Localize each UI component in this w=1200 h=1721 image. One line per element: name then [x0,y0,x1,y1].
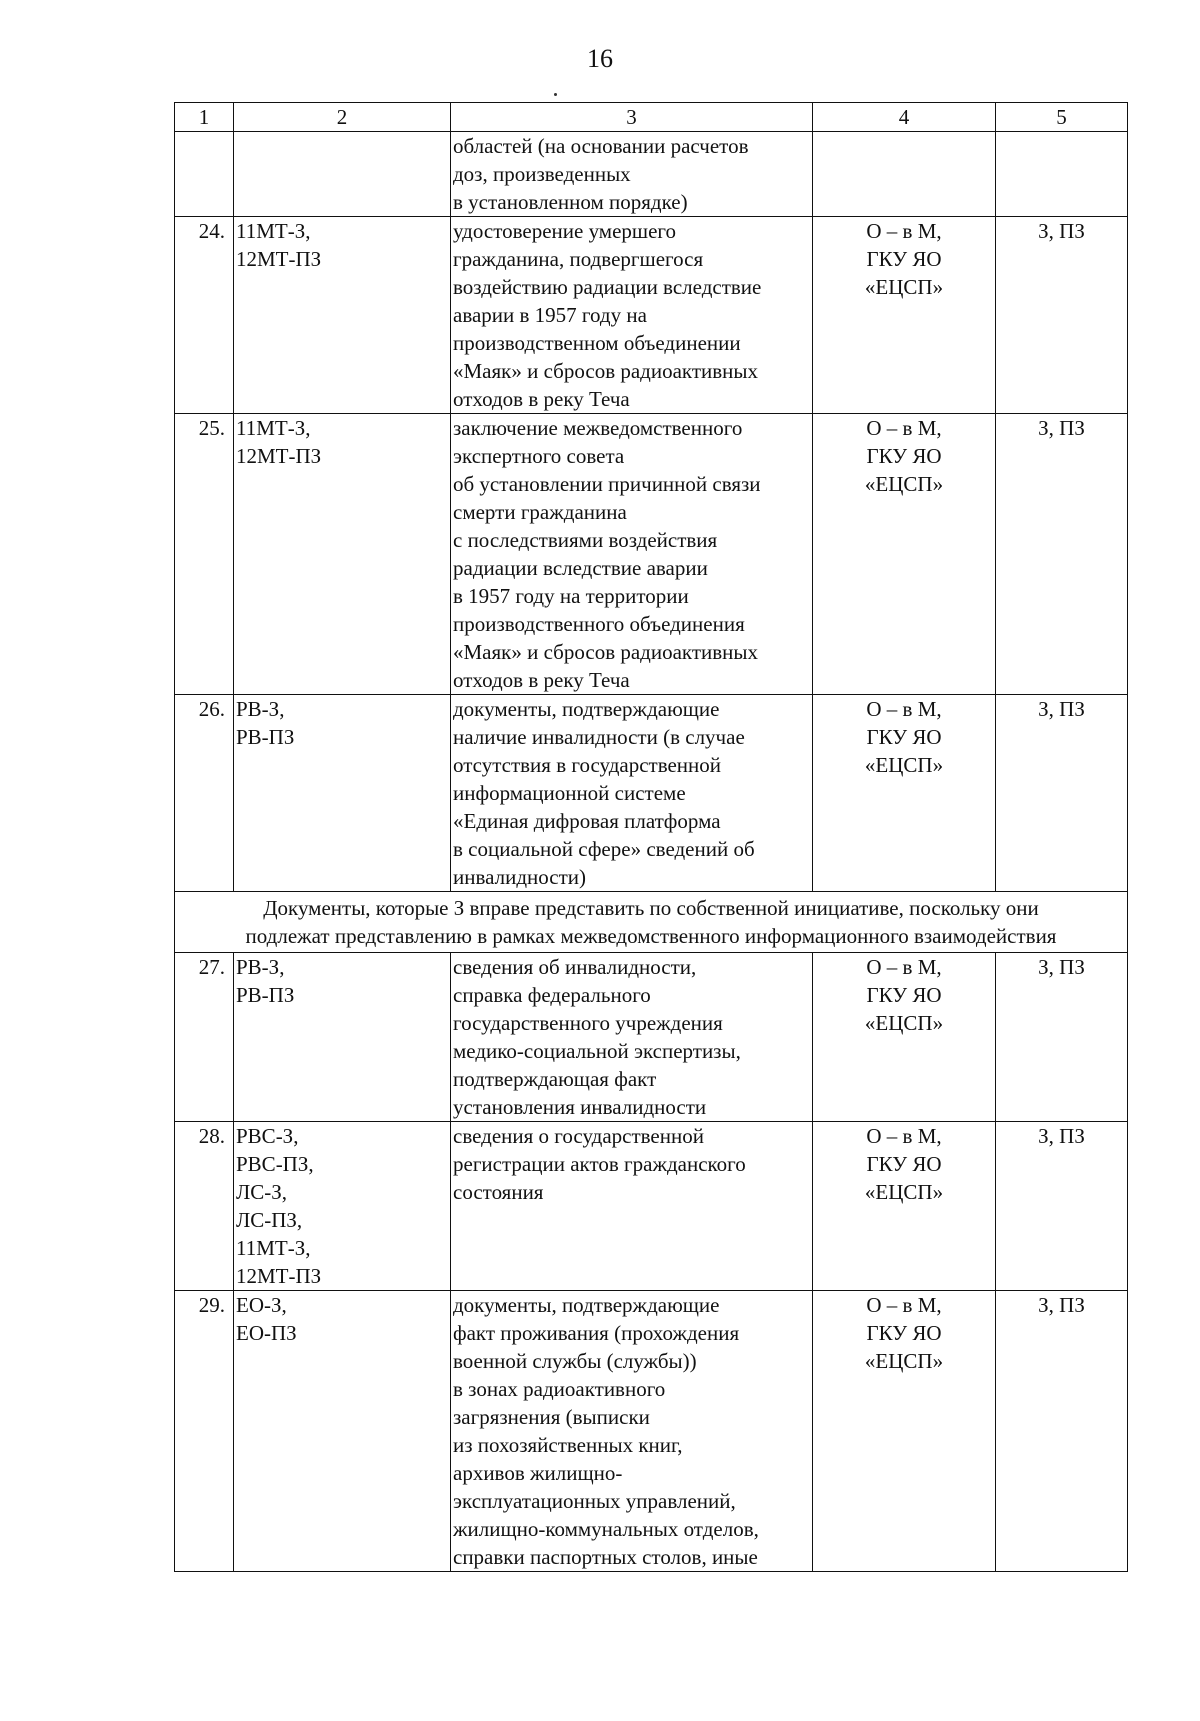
row-submitter: З, ПЗ [996,695,1128,892]
source-line: О – в М, [866,219,942,243]
document-line: наличие инвалидности (в случае [453,725,745,749]
code-line: 12МТ-ПЗ [236,444,322,468]
document-line: медико-социальной экспертизы, [453,1039,741,1063]
code-line: 12МТ-ПЗ [236,1264,322,1288]
row-codes [234,132,451,217]
document-line: государственного учреждения [453,1011,723,1035]
row-source [813,217,996,414]
row-submitter: З, ПЗ [996,1291,1128,1572]
section-heading-line: подлежат представлению в рамках межведомственного информационного взаимодействия [245,924,1057,948]
document-line: отходов в реку Теча [453,668,630,692]
document-line: в 1957 году на территории [453,584,689,608]
document-line: жилищно-коммунальных отделов, [453,1517,759,1541]
document-line: радиации вследствие аварии [453,556,708,580]
code-line: ЛС-ПЗ, [236,1208,303,1232]
source-line: «ЕЦСП» [864,1349,944,1373]
source-line: «ЕЦСП» [864,472,944,496]
row-document [451,414,813,695]
document-line: эксплуатационных управлений, [453,1489,736,1513]
row-codes [234,414,451,695]
page-number: 16 [587,44,613,73]
row-codes [234,1122,451,1291]
row-document [451,132,813,217]
source-line: «ЕЦСП» [864,275,944,299]
document-line: «Маяк» и сбросов радиоактивных [453,640,759,664]
table-row [175,695,1128,892]
document-line: «Единая дифровая платформа [453,809,721,833]
code-line: РВ-ПЗ [236,725,295,749]
row-codes [234,217,451,414]
header-cell-5: 5 [996,103,1128,132]
code-line: ЛС-З, [236,1180,288,1204]
document-line: доз, произведенных [453,162,631,186]
table-row [175,217,1128,414]
document-line: подтверждающая факт [453,1067,657,1091]
table-row [175,414,1128,695]
source-line: «ЕЦСП» [864,1180,944,1204]
document-line: экспертного совета [453,444,625,468]
section-heading-row [175,892,1128,953]
scan-speck [554,93,557,96]
header-cell-4: 4 [813,103,996,132]
document-line: об установлении причинной связи [453,472,761,496]
code-line: РВ-ПЗ [236,983,295,1007]
source-line: О – в М, [866,1293,942,1317]
document-line: военной службы (службы)) [453,1349,697,1373]
source-line: ГКУ ЯО [866,1321,942,1345]
table-row [175,953,1128,1122]
row-codes [234,695,451,892]
code-line: 11МТ-З, [236,1236,311,1260]
row-number: 28. [175,1122,234,1291]
document-line: документы, подтверждающие [453,1293,720,1317]
table-row [175,1291,1128,1572]
row-source [813,695,996,892]
source-line: ГКУ ЯО [866,247,942,271]
row-document [451,953,813,1122]
code-line: 11МТ-З, [236,416,311,440]
row-number: 24. [175,217,234,414]
document-line: в зонах радиоактивного [453,1377,666,1401]
code-line: ЕО-ПЗ [236,1321,297,1345]
row-submitter: З, ПЗ [996,1122,1128,1291]
section-heading-line: Документы, которые З вправе представить по собственной инициативе, поскольку они [263,896,1039,920]
document-line: заключение межведомственного [453,416,743,440]
document-line: воздействию радиации вследствие [453,275,762,299]
document-line: производственном объединении [453,331,741,355]
row-document [451,1122,813,1291]
document-line: гражданина, подвергшегося [453,247,704,271]
code-line: 12МТ-ПЗ [236,247,322,271]
document-line: областей (на основании расчетов [453,134,749,158]
code-line: 11МТ-З, [236,219,311,243]
source-line: «ЕЦСП» [864,753,944,777]
source-line: О – в М, [866,416,942,440]
document-line: в социальной сфере» сведений об [453,837,755,861]
document-line: отходов в реку Теча [453,387,630,411]
row-source [813,1122,996,1291]
row-source [813,953,996,1122]
row-document [451,1291,813,1572]
row-number [175,132,234,217]
row-source [813,1291,996,1572]
document-line: факт проживания (прохождения [453,1321,740,1345]
source-line: О – в М, [866,697,942,721]
header-row [175,103,1128,132]
source-line: О – в М, [866,955,942,979]
header-cell-2: 2 [234,103,451,132]
document-line: с последствиями воздействия [453,528,718,552]
row-number: 27. [175,953,234,1122]
document-line: сведения об инвалидности, [453,955,697,979]
header-cell-3: 3 [451,103,813,132]
document-line: производственного объединения [453,612,745,636]
code-line: РВС-ПЗ, [236,1152,314,1176]
document-line: из похозяйственных книг, [453,1433,683,1457]
document-line: документы, подтверждающие [453,697,720,721]
source-line: ГКУ ЯО [866,725,942,749]
row-document [451,217,813,414]
document-line: загрязнения (выписки [453,1405,650,1429]
source-line: О – в М, [866,1124,942,1148]
table-row [175,1122,1128,1291]
document-line: состояния [453,1180,544,1204]
row-submitter [996,132,1128,217]
document-line: смерти гражданина [453,500,627,524]
row-codes [234,953,451,1122]
row-source [813,414,996,695]
table-row [175,132,1128,217]
row-submitter: З, ПЗ [996,953,1128,1122]
document-line: инвалидности) [453,865,587,889]
code-line: РВ-З, [236,955,285,979]
document-line: справки паспортных столов, иные [453,1545,758,1569]
document-line: справка федерального [453,983,651,1007]
row-codes [234,1291,451,1572]
source-line: ГКУ ЯО [866,1152,942,1176]
document-line: «Маяк» и сбросов радиоактивных [453,359,759,383]
table-body [175,103,1128,1572]
document-line: сведения о государственной [453,1124,704,1148]
row-number: 29. [175,1291,234,1572]
source-line: «ЕЦСП» [864,1011,944,1035]
source-line: ГКУ ЯО [866,444,942,468]
document-line: установления инвалидности [453,1095,707,1119]
document-line: удостоверение умершего [453,219,677,243]
document-line: регистрации актов гражданского [453,1152,746,1176]
section-heading [175,892,1128,953]
code-line: ЕО-З, [236,1293,287,1317]
header-cell-1: 1 [175,103,234,132]
source-line: ГКУ ЯО [866,983,942,1007]
row-document [451,695,813,892]
row-source [813,132,996,217]
row-number: 26. [175,695,234,892]
code-line: РВС-З, [236,1124,299,1148]
row-submitter: З, ПЗ [996,414,1128,695]
document-line: отсутствия в государственной [453,753,722,777]
documents-table [174,102,1128,1572]
row-submitter: З, ПЗ [996,217,1128,414]
document-line: в установленном порядке) [453,190,688,214]
document-line: аварии в 1957 году на [453,303,647,327]
row-number: 25. [175,414,234,695]
document-line: архивов жилищно- [453,1461,623,1485]
code-line: РВ-З, [236,697,285,721]
document-line: информационной системе [453,781,686,805]
